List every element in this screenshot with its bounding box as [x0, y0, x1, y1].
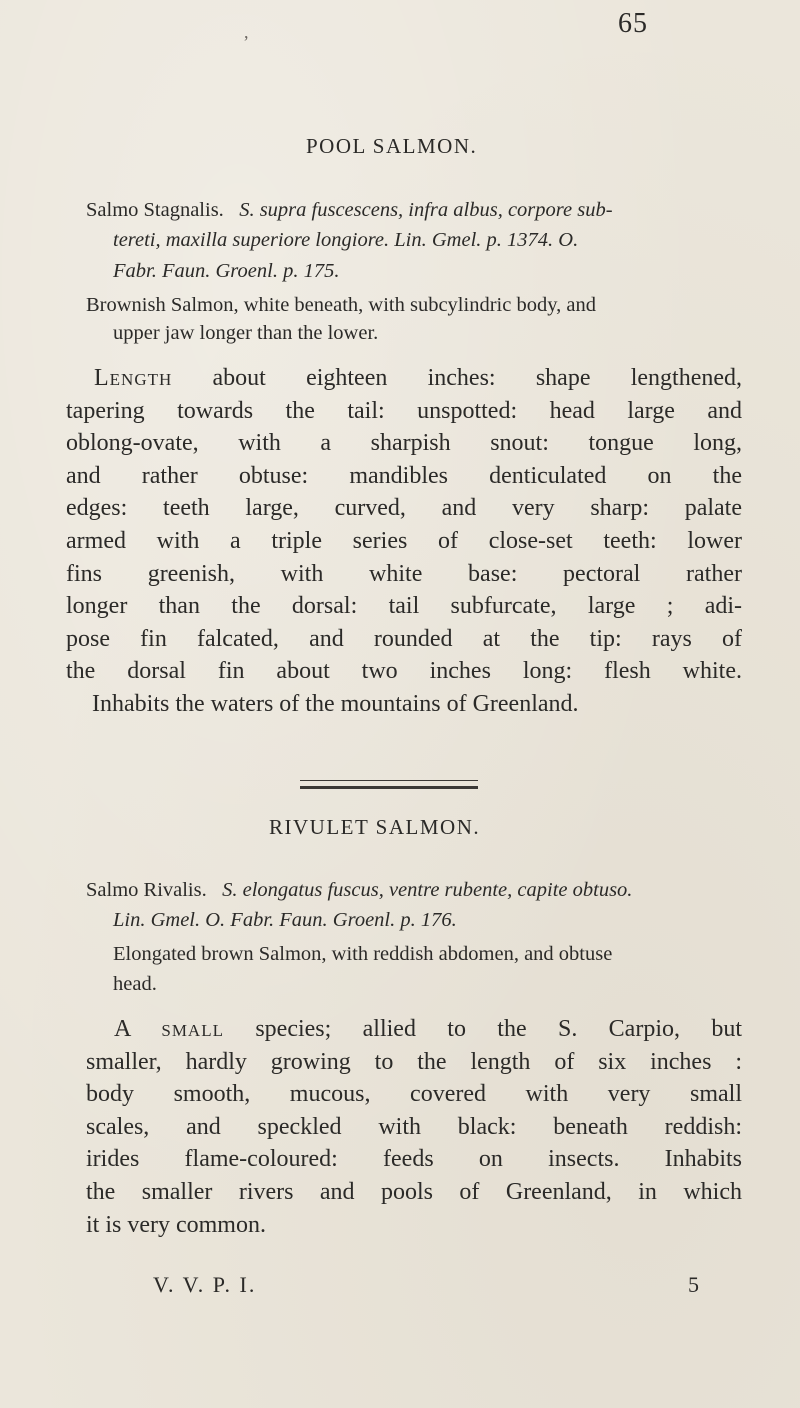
rivulet-body-line: smaller, hardly growing to the length of six inches : [86, 1048, 742, 1075]
rivulet-body-line: body smooth, mucous, covered with very small [86, 1081, 742, 1108]
pool-latin-name: Salmo Stagnalis. [86, 199, 224, 221]
pool-synonymy-line-3: Fabr. Faun. Groenl. p. 175. [113, 260, 340, 282]
pool-body-lead: Length [94, 365, 173, 391]
section-title-pool-salmon: POOL SALMON. [306, 134, 478, 158]
rivulet-body-line: irides flame-coloured: feeds on insects. Inhabits [86, 1146, 742, 1173]
pool-body-line: oblong-ovate, with a sharpish snout: tongue long, [66, 430, 742, 457]
pool-body-line: Length about eighteen inches: shape lengthened, [94, 365, 742, 391]
section-title-rivulet-salmon: RIVULET SALMON. [269, 815, 481, 839]
pool-body-line: edges: teeth large, curved, and very sharp: palate [66, 495, 742, 522]
pool-english-description-2: upper jaw longer than the lower. [113, 322, 379, 344]
signature-number: 5 [688, 1272, 699, 1297]
pool-body-line: fins greenish, with white base: pectoral rather [66, 560, 742, 587]
section-divider-thick [300, 786, 478, 789]
pool-body-line: tapering towards the tail: unspotted: head large and [66, 397, 742, 424]
pool-body-paragraph [66, 362, 742, 721]
rivulet-body-line: the smaller rivers and pools of Greenland, in which [86, 1178, 742, 1205]
rivulet-synonymy-line-1 [86, 876, 632, 905]
rivulet-latin-name: Salmo Rivalis. [86, 879, 207, 901]
pool-synonymy-line-1 [86, 196, 613, 225]
ink-speck: , [244, 22, 249, 42]
pool-body-line: pose fin falcated, and rounded at the tip: rays of [66, 625, 742, 652]
rivulet-synonymy-line-2: Lin. Gmel. O. Fabr. Faun. Groenl. p. 176. [113, 909, 457, 931]
rivulet-english-description-2: head. [113, 973, 157, 995]
pool-body-line: the dorsal fin about two inches long: flesh white. [66, 658, 742, 685]
pool-synonymy-line-2: tereti, maxilla superiore longiore. Lin. Gmel. p. 1374. O. [113, 229, 579, 251]
rivulet-body-line: it is very common. [86, 1211, 266, 1238]
pool-diagnosis: S. supra fuscescens, infra albus, corpore sub- [239, 199, 613, 221]
page-number: 65 [618, 8, 648, 39]
printer-signature-mark: V. V. P. I. [153, 1272, 257, 1297]
pool-body-line: and rather obtuse: mandibles denticulated on the [66, 462, 742, 489]
rivulet-body-lead: small [161, 1016, 224, 1042]
rivulet-body-line: scales, and speckled with black: beneath reddish: [86, 1113, 742, 1140]
section-divider-thin [300, 780, 478, 781]
rivulet-body-line: A small species; allied to the S. Carpio, but [114, 1016, 742, 1042]
pool-body-line: longer than the dorsal: tail subfurcate, large ; adi- [66, 593, 742, 620]
rivulet-english-description-1: Elongated brown Salmon, with reddish abdomen, and obtuse [113, 943, 613, 965]
rivulet-diagnosis: S. elongatus fuscus, ventre rubente, capite obtuso. [222, 879, 633, 901]
rivulet-body-paragraph [86, 1013, 742, 1241]
pool-body-line: armed with a triple series of close-set teeth: lower [66, 527, 742, 554]
pool-body-line: Inhabits the waters of the mountains of Greenland. [92, 690, 579, 717]
pool-english-description-1: Brownish Salmon, white beneath, with subcylindric body, and [86, 294, 596, 316]
